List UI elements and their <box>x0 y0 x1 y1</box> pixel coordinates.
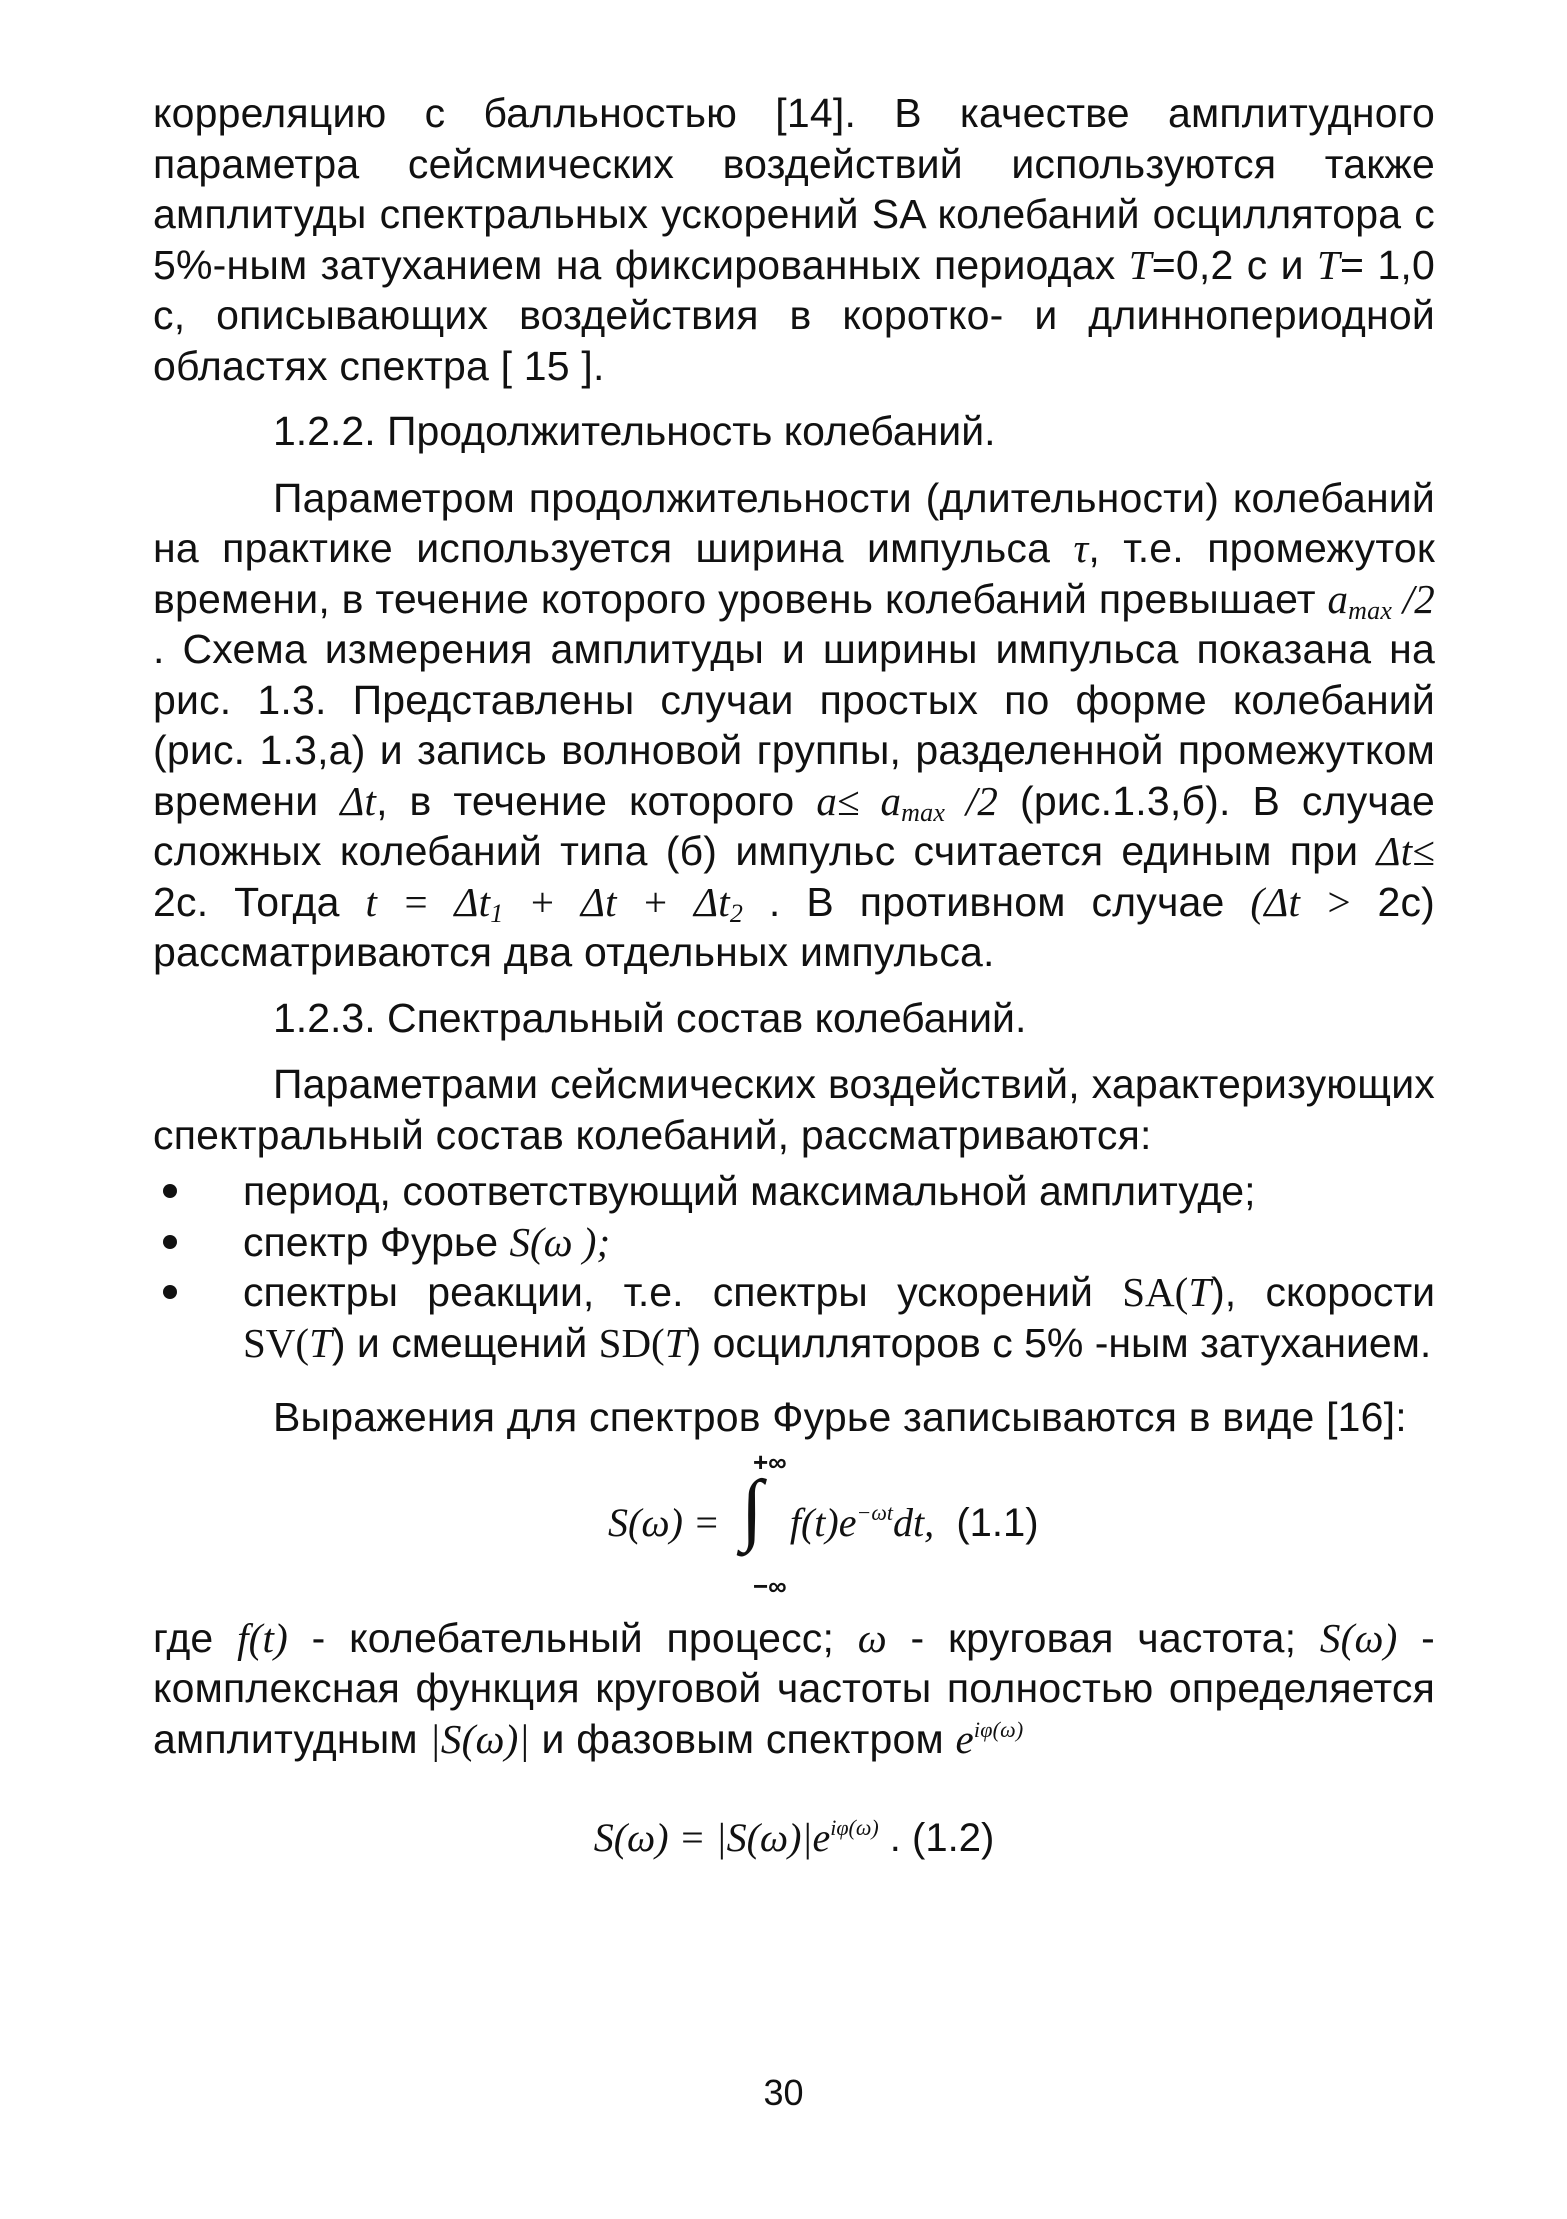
symbol-a-le: a≤ <box>816 777 860 824</box>
symbol-S-omega: S(ω) <box>1319 1614 1398 1661</box>
bullet-2-text: спектр Фурье <box>243 1218 510 1265</box>
symbol-e: e <box>955 1715 974 1762</box>
half-fraction-2: /2 <box>945 777 999 824</box>
a-le-amax <box>816 777 999 827</box>
symbol-T-SD: T <box>664 1319 688 1366</box>
formula-1-lhs: S(ω) = <box>608 1499 730 1545</box>
paragraph-5 <box>153 1613 1435 1765</box>
formula-1-1 <box>153 1447 1435 1607</box>
formula-2-lhs: S(ω) = <box>593 1815 716 1860</box>
bullet-icon <box>163 1235 177 1249</box>
plus-1: + <box>503 878 581 925</box>
condition-close: 2с) <box>1377 878 1436 925</box>
p1-symbol-T-2: T <box>1317 241 1341 288</box>
integral-upper-limit: +∞ <box>753 1446 787 1477</box>
p5-text-2: - колебательный процесс; <box>287 1614 858 1661</box>
p1-symbol-T: T <box>1128 241 1152 288</box>
paragraph-1 <box>153 88 1435 391</box>
p2-text-4: , в течение которого <box>376 777 817 824</box>
bullet-2-math: S(ω ); <box>509 1218 611 1265</box>
bullet-3-text-4: ) осцилляторов с 5% -ным затуханием. <box>687 1319 1432 1366</box>
symbol-abs-S-omega: |S(ω)| <box>429 1715 530 1762</box>
bullet-3-text-1: спектры реакции, т.е. спектры ускорений <box>243 1269 1123 1315</box>
a-max-half <box>1327 575 1435 625</box>
symbol-a: a <box>1327 575 1349 622</box>
subscript-max-2: max <box>901 797 946 827</box>
paragraph-4: Выражения для спектров Фурье записываются в виде [16]: <box>273 1394 1407 1440</box>
p2-text-8: рассматриваются два отдельных импульса. <box>153 929 995 975</box>
formula-1-2 <box>153 1814 1435 1861</box>
formula-2-abs: |S(ω)| <box>715 1815 813 1860</box>
formula-2-number: . (1.2) <box>878 1816 995 1860</box>
p2-text-3: . Схема измерения амплитуды и ширины импульса показана на рис. 1.3. Представлены случаи простых по форме колебаний (рис. 1.3,а) и запись волновой группы, разделенной промежутком времени <box>153 626 1435 824</box>
integral-sign: ∫ <box>741 1464 763 1553</box>
section-heading-1-2-3: 1.2.3. Спектральный состав колебаний. <box>273 994 1027 1041</box>
symbol-a-2: a <box>880 777 902 824</box>
paragraph-2 <box>153 473 1435 978</box>
integral-lower-limit: −∞ <box>753 1570 787 1601</box>
p1-text-2: =0,2 с и <box>1151 241 1317 288</box>
bullet-3-text-2: ), скорости <box>1211 1269 1435 1315</box>
paragraph-3: Параметрами сейсмических воздействий, характеризующих спектральный состав колебаний, рассматриваются: <box>153 1061 1435 1158</box>
symbol-delta-t: Δt <box>340 777 377 824</box>
formula-1-exponent: −ωt <box>856 1499 893 1525</box>
symbol-SD: SD( <box>598 1319 665 1366</box>
subscript-max: max <box>1348 595 1393 625</box>
p5-text-5: и фазовым спектром <box>529 1715 956 1762</box>
formula-1-body <box>608 1499 1039 1546</box>
bullet-1-text: период, соответствующий максимальной амплитуде; <box>243 1168 1256 1214</box>
symbol-T-SA: T <box>1188 1269 1212 1315</box>
symbol-omega: ω <box>857 1614 887 1661</box>
bullet-icon <box>163 1184 177 1198</box>
duration-formula <box>365 878 744 928</box>
subscript-2: 2 <box>729 898 744 928</box>
p1-text-1: корреляцию с балльностью [14]. В качестве амплитудного параметра сейсмических воздействий используются также амплитуды спектральных ускорений SA колебаний осциллятора с 5%-ным затуханием на фиксированных периодах <box>153 90 1435 288</box>
t-equals: t = <box>365 878 455 925</box>
plus-2: + <box>616 878 694 925</box>
delta-t-mid: Δt <box>580 878 617 925</box>
formula-2-e: e <box>812 1815 831 1860</box>
symbol-SA: SA( <box>1122 1269 1189 1315</box>
formula-1-integrand: f(t)e <box>789 1499 857 1545</box>
symbol-tau: τ <box>1073 525 1089 571</box>
symbol-SV: SV( <box>243 1319 310 1366</box>
half-fraction: /2 <box>1392 575 1435 622</box>
subscript-1: 1 <box>490 898 504 928</box>
symbol-delta-t-le: Δt≤ <box>1376 828 1435 874</box>
p1-text-3: = 1,0 с, описывающих воздействия в коротко- и длиннопериодной областях спектра [ 15 ]. <box>153 241 1435 389</box>
phase-exponent: iφ(ω) <box>973 1716 1024 1742</box>
formula-1-number: (1.1) <box>956 1500 1039 1545</box>
bullet-list <box>153 1166 1435 1368</box>
delta-t2: Δt <box>694 878 730 925</box>
formula-1-dt: dt, <box>893 1499 935 1545</box>
p5-text-4: - комплексная функция круговой частоты полностью определяется амплитудным <box>153 1614 1435 1762</box>
page-content <box>153 88 1435 1861</box>
p2-text-7: . В противном случае <box>743 878 1251 925</box>
list-item <box>153 1217 1435 1268</box>
section-heading-1-2-2: 1.2.2. Продолжительность колебаний. <box>273 408 996 454</box>
condition-open: (Δt > <box>1250 878 1378 925</box>
p2-text-1: Параметром продолжительности (длительности) колебаний на практике используется ширина импульса <box>153 474 1435 571</box>
page-number: 30 <box>763 2072 804 2113</box>
p2-text-2: , т.е. промежуток времени, в течение которого уровень колебаний превышает <box>153 525 1435 622</box>
symbol-T-SV: T <box>309 1319 332 1366</box>
bullet-icon <box>163 1285 177 1299</box>
list-item <box>153 1267 1435 1368</box>
list-item <box>153 1166 1435 1217</box>
p5-text-3: - круговая частота; <box>886 1614 1320 1661</box>
p2-text-5: (рис.1.3,б). В случае сложных колебаний типа (б) импульс считается единым при <box>153 777 1435 874</box>
formula-2-exponent: iφ(ω) <box>830 1815 879 1840</box>
p5-text-1: где <box>153 1614 238 1661</box>
p2-text-6: 2с. Тогда <box>153 878 366 925</box>
symbol-f-of-t: f(t) <box>237 1614 288 1661</box>
delta-t1: Δt <box>454 878 491 925</box>
bullet-3-text-3: ) и смещений <box>331 1319 599 1366</box>
